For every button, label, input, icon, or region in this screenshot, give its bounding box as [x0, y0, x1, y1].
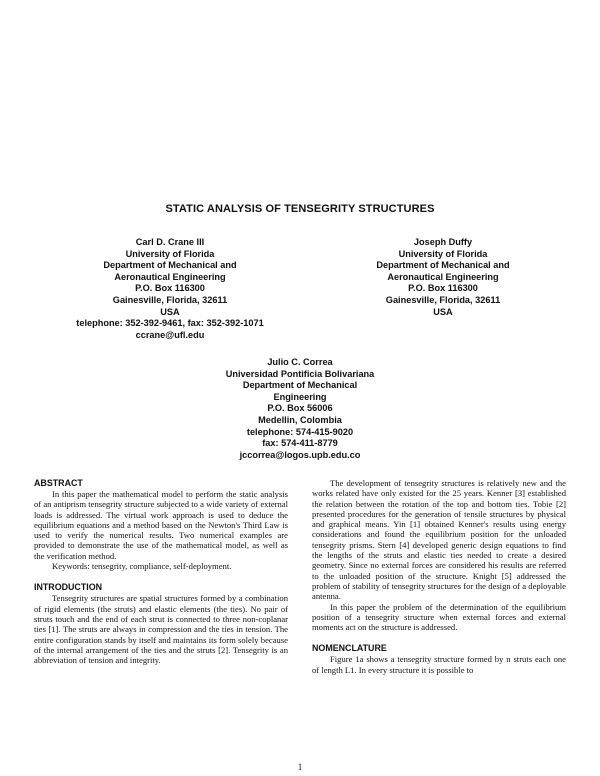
author-center-line: Department of Mechanical: [242, 380, 358, 391]
author-right-line: Aeronautical Engineering: [387, 271, 499, 282]
author-left-line: USA: [160, 306, 180, 317]
author-center-line: Engineering: [273, 391, 327, 402]
author-right-line: P.O. Box 116300: [408, 283, 478, 294]
nomenclature-heading: NOMENCLATURE: [312, 643, 387, 654]
introduction-heading: INTRODUCTION: [34, 582, 103, 593]
page-number: 1: [297, 762, 303, 772]
author-right-line: Gainesville, Florida, 32611: [385, 294, 501, 305]
author-left-line: telephone: 352-392-9461, fax: 352-392-1071: [76, 318, 264, 329]
author-left-line: Gainesville, Florida, 32611: [112, 294, 228, 305]
author-block-left: [30, 237, 310, 341]
author-center-line: fax: 574-411-8779: [262, 438, 338, 449]
author-center-line: Universidad Pontificia Bolivariana: [225, 368, 375, 379]
author-right-line: Joseph Duffy: [413, 237, 473, 247]
author-center-line: telephone: 574-415-9020: [246, 426, 354, 437]
abstract-text: In this paper the mathematical model to perform the static analysis of an antiprism tensegrity structure subjected to a wide variety of external loads is addressed. The virtual work approach is used to deduce the equilibrium equations and a method based on the Newton's Third Law is used to verify the numerical results. Two numerical examples are provided to demonstrate the use of the mathematical model, as well as the verification method.: [34, 489, 288, 561]
author-center-line: Medellin, Colombia: [258, 414, 342, 425]
author-right-line: USA: [433, 306, 453, 317]
right-column: [312, 478, 566, 675]
author-block-center: [150, 357, 450, 461]
author-left-line: ccrane@ufl.edu: [135, 329, 205, 340]
abstract-heading: ABSTRACT: [34, 478, 83, 488]
author-center-line: Julio C. Correa: [267, 357, 333, 367]
nomenclature-text: Figure 1a shows a tensegrity structure formed by n struts each one of length L1. In every structure it is possible to: [312, 654, 566, 675]
author-left-line: P.O. Box 116300: [135, 283, 205, 294]
author-right-line: University of Florida: [398, 248, 488, 259]
author-center-line: P.O. Box 56006: [267, 403, 333, 414]
author-block-right: [318, 237, 568, 318]
author-left-line: Department of Mechanical and: [103, 260, 237, 271]
author-left-line: Aeronautical Engineering: [114, 271, 226, 282]
introduction-text: Tensegrity structures are spatial structures formed by a combination of rigid elements (the struts) and elastic elements (the ties). No pair of struts touch and the end of each strut is connected to three non-coplanar ties [1]. The struts are always in compression and the ties in tension. The entire configuration stands by itself and maintains its form solely because of the internal arrangement of the ties and the struts [2]. Tensegrity is an abbreviation of tension and integrity.: [34, 593, 288, 666]
left-column: [34, 478, 288, 665]
problem-paragraph: In this paper the problem of the determination of the equilibrium position of a tensegrity structure when external forces and external moments act on the structure is addressed.: [312, 601, 566, 633]
author-right-line: Department of Mechanical and: [376, 260, 510, 271]
history-paragraph: The development of tensegrity structures is relatively new and the works related have only existed for the 25 years. Kenner [3] established the relation between the rotation of the top and bottom ties. Tobie [2] presented procedures for the generation of tensile structures by physical and graphical means. Yin [1] obtained Kenner's results using energy considerations and found the equilibrium position for the unloaded tensegrity prisms. Stern [4] developed generic design equations to find the lengths of the struts and elastic ties needed to create a desired geometry. Since no external forces are considered his results are referred to the unloaded position of the structure. Knight [5] addressed the problem of stability of tensegrity structures for the design of a deployable antenna.: [312, 478, 566, 602]
author-left-line: Carl D. Crane III: [135, 237, 205, 247]
author-left-line: University of Florida: [125, 248, 215, 259]
keywords-text: Keywords: tensegrity, compliance, self-deployment.: [52, 561, 232, 572]
paper-title: STATIC ANALYSIS OF TENSEGRITY STRUCTURES: [165, 203, 435, 215]
author-center-line: jccorrea@logos.upb.edu.co: [239, 449, 361, 460]
